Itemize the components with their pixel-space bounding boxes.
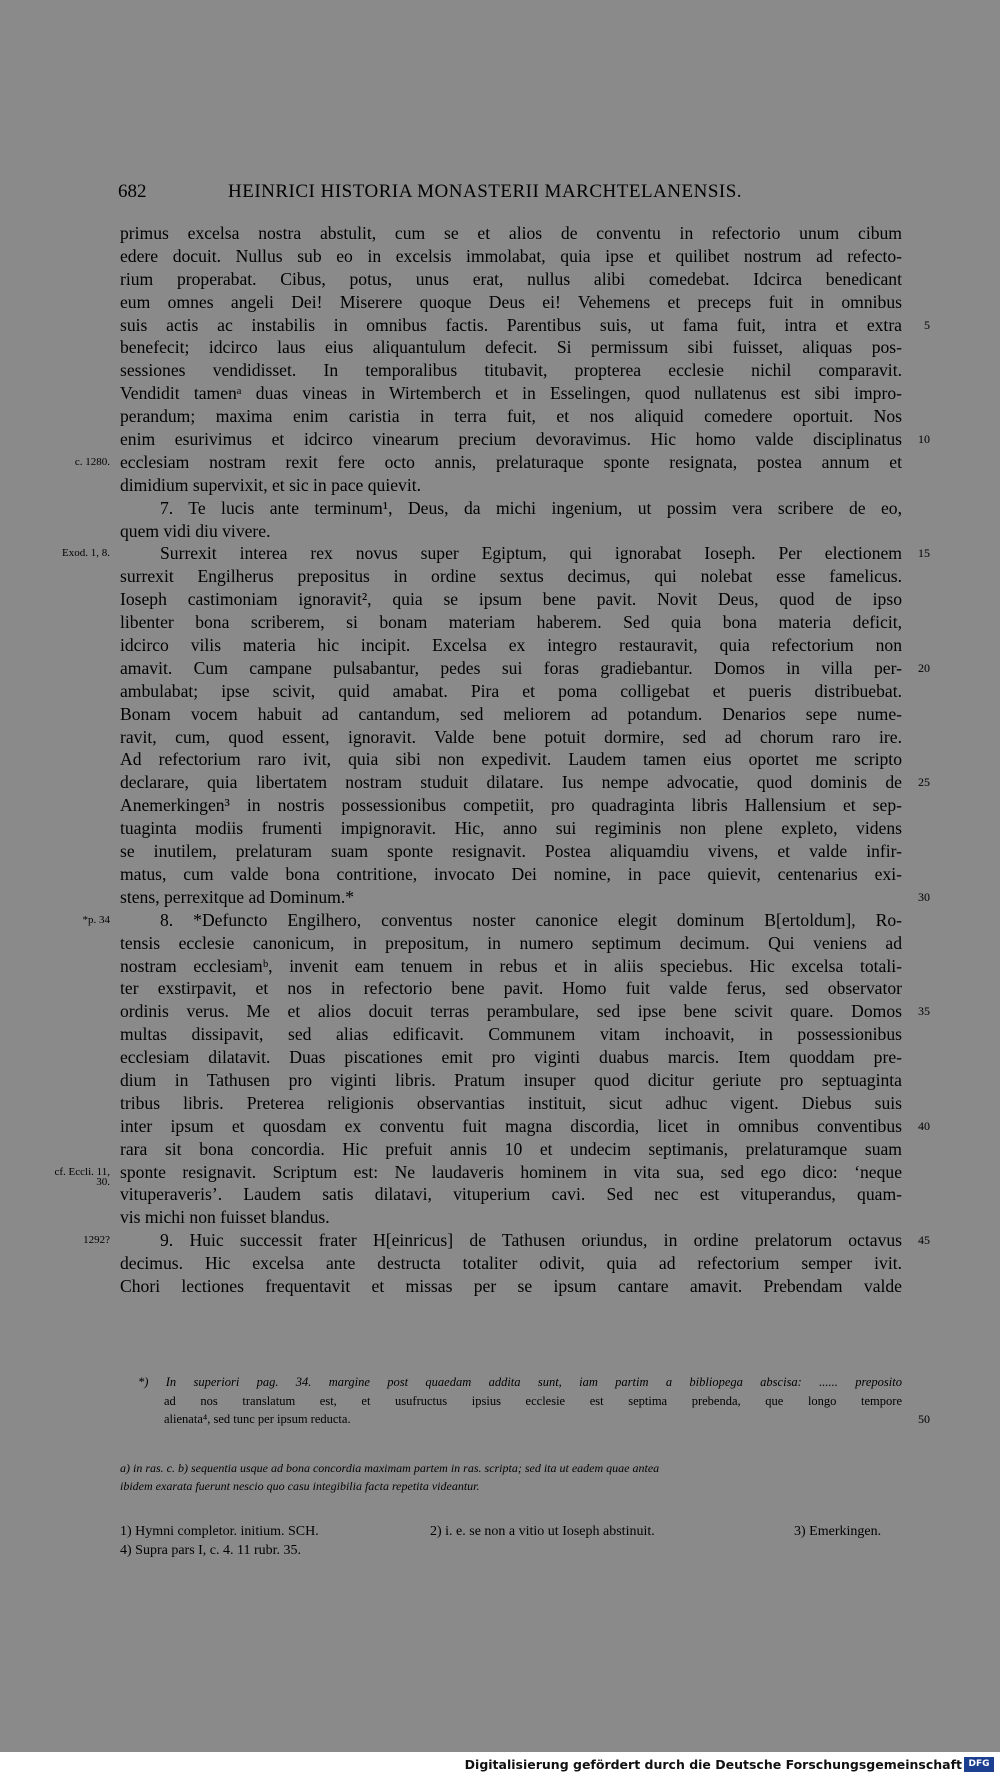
text-line: libenter bona scriberem, si bonam materiam haberem. Sed quia bona materia deficit, xyxy=(120,612,902,633)
running-title: HEINRICI HISTORIA MONASTERII MARCHTELANENSIS. xyxy=(228,181,743,202)
line-text: alienata⁴, sed tunc per ipsum reducta. xyxy=(164,1412,351,1426)
text-line: decimus. Hic excelsa ante destructa totaliter odivit, quia ad refectorium semper ivit. xyxy=(120,1253,902,1274)
text-line xyxy=(120,1000,930,1023)
line-text: 9. Huic successit frater H[einricus] de Tathusen oriundus, in ordine prelatorum octavus xyxy=(160,1230,902,1251)
footnote-line xyxy=(120,1522,902,1541)
text-line: tensis ecclesie canonicum, in prepositum, in numero septimum decimum. Qui veniens ad xyxy=(120,932,902,953)
text-line: Anemerkingen³ in nostris possessionibus competiit, pro quadraginta libris Hallensium et sep- xyxy=(120,795,902,816)
text-line: eum omnes angeli Dei! Miserere quoque Deus ei! Vehemens et preceps fuit in omnibus xyxy=(120,291,902,312)
line-number: 5 xyxy=(924,317,930,332)
text-line: tuaginta modiis frumenti impignoravit. Hic, anno sui regiminis non plene expleto, videns xyxy=(120,818,902,839)
text-line xyxy=(120,886,930,909)
main-text xyxy=(54,222,930,1298)
text-line: matus, cum valde bona contritione, invocato Dei nomine, in pace quievit, centenarius exi- xyxy=(120,863,902,884)
dfg-logo-icon: DFG xyxy=(964,1757,994,1772)
text-line: quem vidi diu vivere. xyxy=(120,520,271,541)
funding-credit-bar xyxy=(0,1752,1000,1778)
text-line xyxy=(120,657,930,680)
page-header xyxy=(118,181,918,207)
line-number: 50 xyxy=(918,1412,930,1426)
line-number: 20 xyxy=(918,660,930,675)
line-text: enim esurivimus et idcirco vinearum precium devoravimus. Hic homo valde disciplinatus xyxy=(120,429,902,450)
text-line: ambulabat; ipse scivit, quid amabat. Pira et poma colligebat et pueris distribuebat. xyxy=(120,680,902,701)
text-line: Ad refectorium raro ivit, quia sibi non expedivit. Laudem tamen eius oportet me scripto xyxy=(120,749,902,770)
text-line xyxy=(120,314,930,337)
section-8-line xyxy=(82,909,902,932)
margin-date: c. 1280. xyxy=(74,455,110,468)
text-line xyxy=(120,428,930,451)
funding-credit-text: Digitalisierung gefördert durch die Deutsche Forschungsgemeinschaft xyxy=(464,1757,962,1772)
text-line: Bonam vocem habuit ad cantandum, sed meliorem ad potandum. Denarios sepe nume- xyxy=(120,703,902,724)
line-text: suis actis ac instabilis in omnibus factis. Parentibus suis, ut fama fuit, intra et extra xyxy=(120,314,902,335)
text-line: dium in Tathusen pro viginti libris. Pratum insuper quod dicitur geriute pro septuaginta xyxy=(120,1069,902,1090)
text-line: primus excelsa nostra abstulit, cum se et alios de conventu in refectorio unum cibum xyxy=(120,223,902,243)
text-line: dimidium supervixit, et sic in pace quievit. xyxy=(120,474,421,495)
text-line xyxy=(54,1161,902,1188)
text-line: idcirco vilis materia hic incipit. Excelsa ex integro restauravit, quia refectorium non xyxy=(120,635,902,656)
line-text: sponte resignavit. Scriptum est: Ne laudaveris hominem in vita sua, sed ego dico: ‘neque xyxy=(120,1161,902,1182)
line-text: amavit. Cum campane pulsabantur, pedes sui foras gradiebantur. Domos in villa per- xyxy=(120,657,902,678)
text-line: se inutilem, prelaturam suam sponte resignavit. Postea aliquamdiu vivens, et valde infir- xyxy=(120,841,902,862)
line-text: inter ipsum et quosdam ex conventu fuit magna discordia, licet in omnibus conventibus xyxy=(120,1115,902,1136)
text-line xyxy=(120,1115,930,1138)
text-line: surrexit Engilherus prepositus in ordine sextus decimus, qui nolebat esse famelicus. xyxy=(120,566,902,587)
note-line: *) In superiori pag. 34. margine post quaedam addita sunt, iam partim a bibliopega abscisa: ...... preposito xyxy=(138,1375,902,1389)
line-text: ecclesiam nostram rexit fere octo annis, prelaturaque sponte resignata, postea annum et xyxy=(120,451,902,472)
line-number: 30 xyxy=(918,889,930,904)
text-line xyxy=(120,771,930,794)
footnote-3: 3) Emerkingen. xyxy=(794,1524,882,1539)
line-number: 45 xyxy=(918,1233,930,1248)
line-number: 10 xyxy=(918,432,930,447)
margin-reference: 30. xyxy=(96,1175,110,1188)
text-line: vituperaveris’. Laudem satis dilatavi, vituperium cavi. Sed nec est vituperandus, quam- xyxy=(120,1184,902,1205)
line-text: stens, perrexitque ad Dominum.* xyxy=(120,886,355,907)
line-text: 8. *Defuncto Engilhero, conventus noster canonice elegit dominum B[ertoldum], Ro- xyxy=(160,909,902,930)
page-number: 682 xyxy=(118,181,147,202)
note-line: ad nos translatum est, et usufructus ipsius ecclesie est septima prebenda, que longo tempore xyxy=(164,1393,902,1408)
text-line: rium properabat. Cibus, potus, unus erat, nullus alibi comedebat. Idcirca benedicant xyxy=(120,268,902,289)
section-9-line xyxy=(83,1229,930,1252)
text-line: rara sit bona concordia. Hic prefuit annis 10 et undecim septimanis, prelaturamque suam xyxy=(120,1138,902,1159)
line-text: ordinis verus. Me et alios docuit terras perambulare, sed ipse bene scivit quare. Domos xyxy=(120,1001,902,1022)
line-number: 40 xyxy=(918,1118,930,1133)
text-line: sessiones vendidisset. In temporalibus titubavit, propterea ecclesie nichil comparavit. xyxy=(120,360,902,381)
text-line: Chori lectiones frequentavit et missas per se ipsum cantare amavit. Prebendam valde xyxy=(120,1275,902,1296)
text-line: multas dissipavit, sed alias edificavit. Communem vitam inchoavit, in possessionibus xyxy=(120,1024,902,1045)
text-line: vis michi non fuisset blandus. xyxy=(120,1207,330,1228)
text-line: ter exstirpavit, et nos in refectorio bene pavit. Homo fuit valde ferus, sed observator xyxy=(120,978,902,999)
footnote-4: 4) Supra pars I, c. 4. 11 rubr. 35. xyxy=(120,1543,302,1558)
text-line: tribus libris. Preterea religionis observantias instituit, sicut adhuc vigent. Diebus suis xyxy=(120,1092,902,1113)
margin-date: 1292? xyxy=(83,1234,110,1247)
footnotes xyxy=(120,1522,902,1560)
text-line xyxy=(62,542,930,565)
text-line: nostram ecclesiamᵇ, invenit eam tenuem in rebus et in aliis speciebus. Hic excelsa totali- xyxy=(120,955,902,976)
line-text: Surrexit interea rex novus super Egiptum, qui ignorabat Ioseph. Per electionem xyxy=(160,543,902,564)
text-line xyxy=(74,451,902,474)
line-number: 25 xyxy=(918,775,930,790)
line-number: 35 xyxy=(918,1004,930,1019)
margin-reference: Exod. 1, 8. xyxy=(62,547,110,560)
text-line: edere docuit. Nullus sub eo in excelsis immolabat, quia ipse et quilibet nostrum ad refecto- xyxy=(120,245,902,266)
star-note xyxy=(120,1373,930,1429)
margin-page-ref: *p. 34 xyxy=(82,913,110,926)
footnote-2: 2) i. e. se non a vitio ut Ioseph abstinuit. xyxy=(430,1524,655,1539)
footnote-1: 1) Hymni completor. initium. SCH. xyxy=(120,1524,319,1539)
text-notes xyxy=(120,1459,902,1495)
note-line: a) in ras. c. b) sequentia usque ad bona concordia maximam partem in ras. scripta; sed ita ut eadem quae antea xyxy=(120,1461,660,1475)
text-line: ravit, cum, quod essent, ignoravit. Valde bene potuit dormire, sed ad chorum raro ire. xyxy=(120,726,902,747)
margin-reference: cf. Eccli. 11, xyxy=(54,1165,110,1178)
section-7-line: 7. Te lucis ante terminum¹, Deus, da michi ingenium, ut possim vera scribere de eo, xyxy=(160,497,902,518)
line-number: 15 xyxy=(918,546,930,561)
note-line: ibidem exarata fuerunt nescio quo casu integibilia facta repetita videantur. xyxy=(120,1479,480,1493)
note-line xyxy=(120,1410,930,1429)
text-line: Vendidit tamenᵃ duas vineas in Wirtemberch et in Esselingen, quod nullatenus est sibi impro- xyxy=(120,383,902,404)
line-text: declarare, quia libertatem nostram studuit dilatare. Ius nempe advocatie, quod dominis de xyxy=(120,772,902,793)
text-line: perandum; maxima enim caristia in terra fuit, et nos aliquid comedere oportuit. Nos xyxy=(120,406,902,427)
text-line: ecclesiam dilatavit. Duas piscationes emit pro viginti duabus marcis. Item quoddam pre- xyxy=(120,1047,902,1068)
text-line: benefecit; idcirco laus eius aliquantulum defecit. Si permissum sibi fuisset, aliquas pos- xyxy=(120,337,902,358)
text-line: Ioseph castimoniam ignoravit², quia se ipsum bene pavit. Novit Deus, quod de ipso xyxy=(120,589,902,610)
